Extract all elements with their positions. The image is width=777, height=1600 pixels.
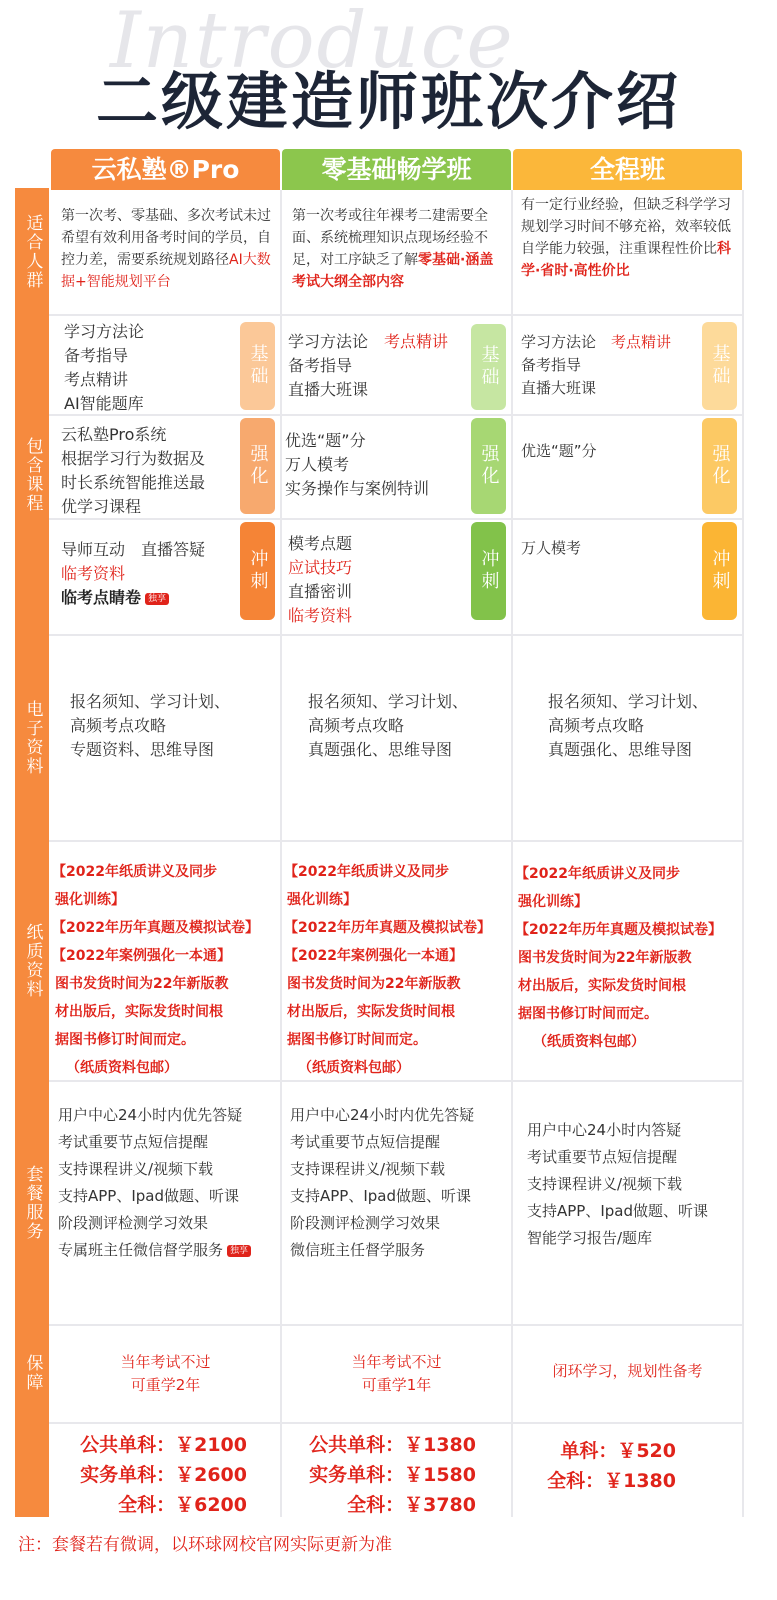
page-title: 二级建造师班次介绍 bbox=[95, 65, 681, 138]
stage-tag-strengthen-full: 强化 bbox=[702, 418, 737, 514]
services-pro: 用户中心24小时内优先答疑 考试重要节点短信提醒 支持课程讲义/视频下载 支持APP、Ipad做题、听课 阶段测评检测学习效果 专属班主任微信督学服务 独享 bbox=[58, 1102, 278, 1264]
courses-zero-strengthen: 优选“题”分 万人模考 实务操作与案例特训 bbox=[285, 431, 430, 498]
divider bbox=[511, 190, 513, 1517]
watermark-text: Introduce bbox=[110, 0, 515, 86]
courses-pro-sprint: 导师互动 直播答疑 临考资料 临考点睛卷 独享 bbox=[61, 540, 206, 607]
stage-tag-basic-full: 基础 bbox=[702, 322, 737, 410]
column-header-pro: 云私塾®Pro bbox=[51, 149, 280, 190]
audience-zero: 第一次考或往年裸考二建需要全面、系统梳理知识点现场经验不足，对工序缺乏了解零基础·涵盖考试大纲全部内容 bbox=[292, 208, 494, 290]
divider bbox=[280, 190, 282, 1517]
e-materials-pro: 报名须知、学习计划、 高频考点攻略 专题资料、思维导图 bbox=[70, 692, 231, 759]
footnote: 注：套餐若有微调，以环球网校官网实际更新为准 bbox=[18, 1535, 392, 1555]
row-label-e-materials: 电子资料 bbox=[22, 700, 43, 776]
courses-zero-sprint: 模考点题 应试技巧 直播密训 临考资料 bbox=[288, 534, 353, 625]
courses-full-sprint: 万人模考 bbox=[521, 539, 582, 557]
services-zero: 用户中心24小时内优先答疑 考试重要节点短信提醒 支持课程讲义/视频下载 支持APP、Ipad做题、听课 阶段测评检测学习效果 微信班主任督学服务 bbox=[290, 1106, 475, 1259]
stage-tag-strengthen-pro: 强化 bbox=[240, 418, 275, 514]
exclusive-badge: 独享 bbox=[227, 1245, 251, 1257]
exclusive-badge: 独享 bbox=[145, 593, 169, 605]
stage-tag-sprint-zero: 冲刺 bbox=[471, 522, 506, 620]
stage-tag-sprint-full: 冲刺 bbox=[702, 522, 737, 620]
divider bbox=[49, 314, 742, 316]
row-label-services: 套餐服务 bbox=[22, 1165, 43, 1241]
courses-full-strengthen: 优选“题”分 bbox=[521, 442, 597, 460]
courses-pro-basic: 学习方法论 备考指导 考点精讲 AI智能题库 bbox=[64, 322, 145, 413]
courses-full-basic: 学习方法论 考点精讲 备考指导 直播大班课 bbox=[521, 333, 672, 397]
guarantee-full: 闭环学习，规划性备考 bbox=[552, 1362, 703, 1380]
courses-pro-strengthen: 云私塾Pro系统 根据学习行为数据及 时长系统智能推送最 优学习课程 bbox=[61, 425, 206, 516]
stage-tag-sprint-pro: 冲刺 bbox=[240, 522, 275, 620]
row-label-courses: 包含课程 bbox=[22, 437, 43, 513]
row-label-audience: 适合人群 bbox=[22, 214, 43, 290]
divider bbox=[742, 190, 744, 1517]
column-header-zero: 零基础畅学班 bbox=[282, 149, 511, 190]
audience-full: 有一定行业经验，但缺乏科学学习规划学习时间不够充裕，效率较低自学能力较强，注重课程性价比科学·省时·高性价比 bbox=[521, 197, 731, 279]
guarantee-zero: 当年考试不过 可重学1年 bbox=[351, 1353, 442, 1394]
divider bbox=[49, 840, 742, 842]
row-label-paper-materials: 纸质资料 bbox=[22, 923, 43, 999]
courses-zero-basic: 学习方法论 考点精讲 备考指导 直播大班课 bbox=[288, 332, 449, 399]
paper-materials-full: 【2022年纸质讲义及同步 强化训练】 【2022年历年真题及模拟试卷】 图书发货时间为22年新版教 材出版后，实际发货时间根 据图书修订时间而定。 （纸质资料包邮） bbox=[515, 866, 722, 1050]
price-full: 单科：￥520 全科：￥1380 bbox=[547, 1440, 676, 1492]
e-materials-full: 报名须知、学习计划、 高频考点攻略 真题强化、思维导图 bbox=[548, 692, 709, 759]
guarantee-pro: 当年考试不过 可重学2年 bbox=[120, 1353, 211, 1394]
price-zero: 公共单科：￥1380 实务单科：￥1580 全科：￥3780 bbox=[309, 1434, 476, 1516]
divider bbox=[49, 1324, 742, 1326]
audience-pro: 第一次考、零基础、多次考试未过希望有效利用备考时间的学员，自控力差，需要系统规划路径AI大数据+智能规划平台 bbox=[61, 208, 271, 290]
row-label-guarantee: 保障 bbox=[22, 1354, 43, 1392]
stage-tag-basic-pro: 基础 bbox=[240, 322, 275, 410]
paper-materials-pro: 【2022年纸质讲义及同步 强化训练】 【2022年历年真题及模拟试卷】 【2022年案例强化一本通】 图书发货时间为22年新版教 材出版后，实际发货时间根 据图书修订时间而定。 （纸质资料包邮） bbox=[52, 864, 259, 1076]
e-materials-zero: 报名须知、学习计划、 高频考点攻略 真题强化、思维导图 bbox=[308, 692, 469, 759]
price-pro: 公共单科：￥2100 实务单科：￥2600 全科：￥6200 bbox=[80, 1434, 247, 1516]
services-full: 用户中心24小时内答疑 考试重要节点短信提醒 支持课程讲义/视频下载 支持APP、Ipad做题、听课 智能学习报告/题库 bbox=[527, 1121, 709, 1247]
stage-tag-strengthen-zero: 强化 bbox=[471, 418, 506, 514]
divider bbox=[49, 1422, 742, 1424]
paper-materials-zero: 【2022年纸质讲义及同步 强化训练】 【2022年历年真题及模拟试卷】 【2022年案例强化一本通】 图书发货时间为22年新版教 材出版后，实际发货时间根 据图书修订时间而定。 （纸质资料包邮） bbox=[284, 864, 491, 1076]
column-header-full: 全程班 bbox=[513, 149, 742, 190]
divider bbox=[49, 634, 742, 636]
stage-tag-basic-zero: 基础 bbox=[471, 324, 506, 410]
